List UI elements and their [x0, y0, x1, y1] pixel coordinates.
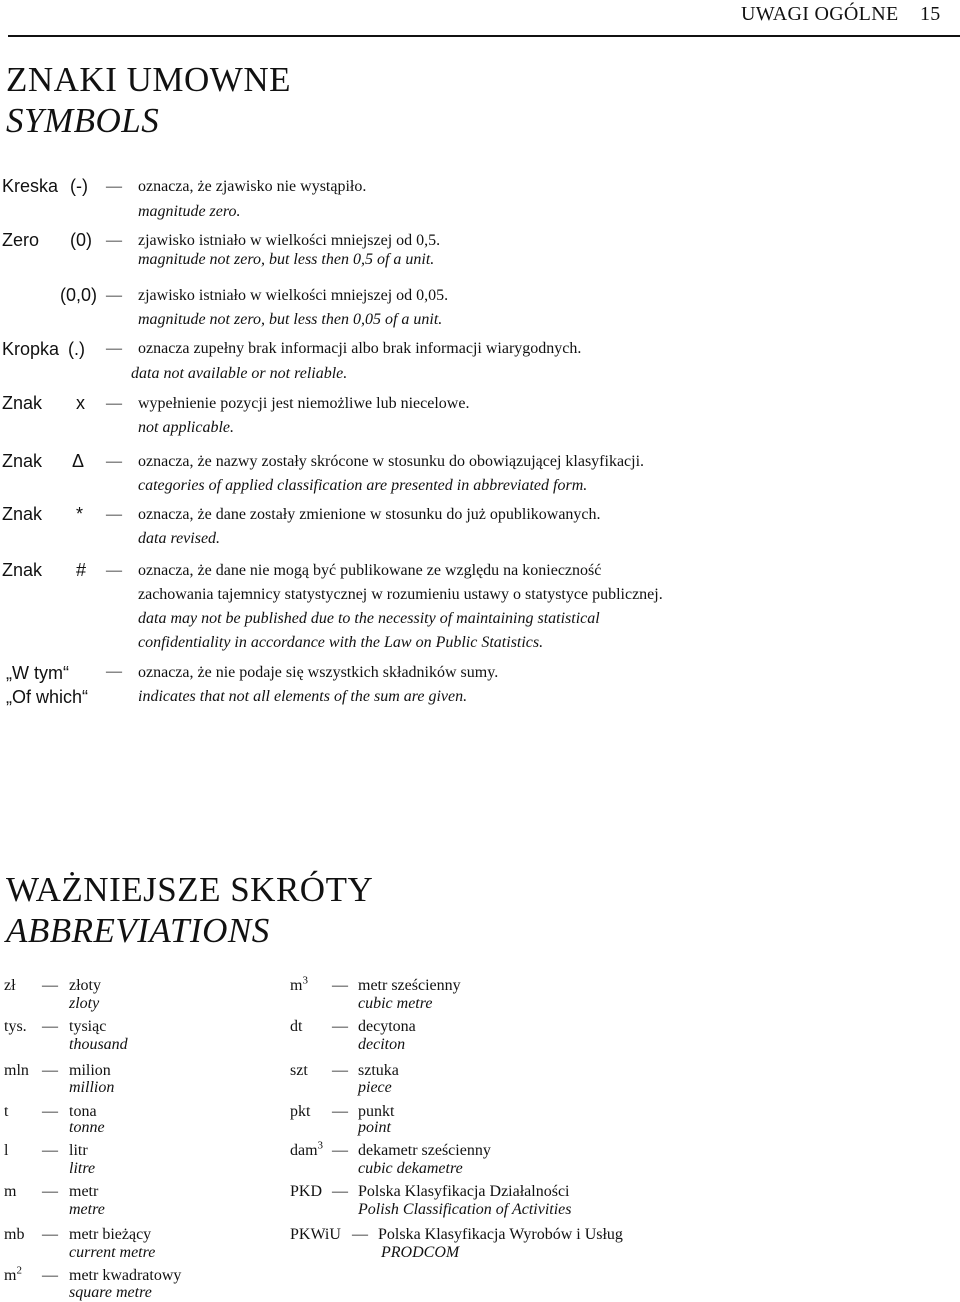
- abbr-meaning-en: cubic metre: [358, 995, 433, 1012]
- dash: —: [332, 1142, 348, 1159]
- symbol-mark: (.): [68, 339, 85, 359]
- abbr-meaning-pl: Polska Klasyfikacja Działalności: [358, 1183, 570, 1200]
- abbr-meaning-en: litre: [69, 1160, 96, 1177]
- symbol-description-en: magnitude not zero, but less then 0,5 of a unit.: [138, 251, 435, 268]
- symbol-description-en: indicates that not all elements of the sum are given.: [138, 688, 468, 705]
- dash: —: [106, 453, 122, 470]
- abbr-meaning-en: deciton: [358, 1036, 406, 1053]
- abbr-meaning-pl: decytona: [358, 1018, 416, 1035]
- running-header-section: UWAGI OGÓLNE: [741, 3, 899, 25]
- abbr-meaning-pl: litr: [69, 1142, 88, 1159]
- abbr-meaning-pl: złoty: [69, 977, 101, 994]
- abbr-term: mln: [4, 1062, 29, 1079]
- abbr-term: mb: [4, 1226, 25, 1243]
- abbr-meaning-en: point: [358, 1119, 391, 1136]
- dash: —: [106, 287, 122, 304]
- abbr-meaning-en: million: [69, 1079, 115, 1096]
- dash: —: [42, 1267, 58, 1284]
- abbr-term: tys.: [4, 1018, 27, 1035]
- dash: —: [106, 506, 122, 523]
- dash: —: [42, 1018, 58, 1035]
- symbol-label: Kropka: [2, 339, 60, 359]
- dash: —: [352, 1226, 368, 1243]
- abbr-term: m: [4, 1183, 17, 1200]
- symbol-mark: Δ: [72, 451, 85, 471]
- dash: —: [332, 1103, 348, 1120]
- symbol-mark: (0,0): [60, 285, 98, 305]
- symbol-description-en: magnitude not zero, but less then 0,05 of a unit.: [138, 311, 443, 328]
- dash: —: [332, 1018, 348, 1035]
- symbol-description-en: not applicable.: [138, 419, 234, 436]
- abbr-meaning-en: thousand: [69, 1036, 128, 1053]
- abbr-term: szt: [290, 1062, 308, 1079]
- symbol-description-pl-continued: zachowania tajemnicy statystycznej w rozumieniu ustawy o statystyce publicznej.: [138, 586, 663, 603]
- dash: —: [106, 562, 122, 579]
- header-rule: [8, 35, 960, 37]
- abbr-term-superscript: 3: [317, 1139, 324, 1152]
- abbr-term: t: [4, 1103, 9, 1120]
- abbr-term: dt: [290, 1018, 303, 1035]
- symbol-description-pl: zjawisko istniało w wielkości mniejszej od 0,05.: [138, 287, 449, 304]
- abbr-term-base: m: [290, 977, 303, 994]
- symbols-subtitle: SYMBOLS: [6, 101, 160, 140]
- dash: —: [42, 977, 58, 994]
- abbr-meaning-pl: sztuka: [358, 1062, 399, 1079]
- abbr-meaning-en: square metre: [69, 1284, 152, 1301]
- symbol-label: Zero: [2, 230, 40, 250]
- symbol-description-pl: oznacza, że dane zostały zmienione w stosunku do już opublikowanych.: [138, 506, 601, 523]
- dash: —: [106, 178, 122, 195]
- symbol-mark: (-): [70, 176, 88, 196]
- abbr-term: [290, 1139, 324, 1160]
- abbr-meaning-en: zloty: [69, 995, 100, 1012]
- dash: —: [42, 1103, 58, 1120]
- abbr-meaning-en: current metre: [69, 1244, 156, 1261]
- abbr-term: zł: [4, 977, 16, 994]
- abbr-term-superscript: 3: [302, 974, 308, 987]
- abbr-meaning-pl: metr bieżący: [69, 1226, 152, 1243]
- symbol-label: Kreska: [2, 176, 59, 196]
- abbr-term-superscript: 2: [16, 1264, 22, 1277]
- page-number: 15: [920, 3, 941, 25]
- abbr-meaning-pl: tona: [69, 1103, 97, 1120]
- abbr-meaning-pl: milion: [69, 1062, 111, 1079]
- abbr-meaning-en: tonne: [69, 1119, 105, 1136]
- symbol-label: Znak: [2, 451, 43, 471]
- symbol-description-en-continued: confidentiality in accordance with the Law on Public Statistics.: [138, 634, 544, 651]
- symbol-mark: #: [76, 560, 87, 580]
- symbol-mark: *: [76, 504, 84, 524]
- dash: —: [106, 663, 122, 680]
- symbol-description-pl: oznacza, że zjawisko nie wystąpiło.: [138, 178, 367, 195]
- abbr-meaning-pl: metr kwadratowy: [69, 1267, 182, 1284]
- abbr-term-base: m: [4, 1267, 17, 1284]
- symbol-description-en: magnitude zero.: [138, 203, 241, 220]
- symbol-description-en: data may not be published due to the necessity of maintaining statistical: [138, 610, 600, 627]
- abbr-meaning-pl: Polska Klasyfikacja Wyrobów i Usług: [378, 1226, 623, 1243]
- symbols-title: ZNAKI UMOWNE: [6, 60, 291, 99]
- dash: —: [42, 1183, 58, 1200]
- abbr-term: pkt: [290, 1103, 311, 1120]
- abbr-meaning-pl: tysiąc: [69, 1018, 107, 1035]
- symbol-mark: x: [76, 393, 85, 413]
- dash: —: [42, 1062, 58, 1079]
- symbol-description-en: categories of applied classification are presented in abbreviated form.: [138, 477, 588, 494]
- symbol-description-en: data not available or not reliable.: [131, 365, 348, 382]
- dash: —: [106, 340, 122, 357]
- abbr-meaning-pl: metr: [69, 1183, 99, 1200]
- symbol-description-pl: zjawisko istniało w wielkości mniejszej od 0,5.: [138, 232, 441, 249]
- abbr-meaning-en: PRODCOM: [381, 1244, 460, 1261]
- abbr-meaning-en: Polish Classification of Activities: [358, 1201, 572, 1218]
- abbr-term: PKWiU: [290, 1226, 341, 1243]
- symbol-label: „W tym“: [6, 663, 69, 683]
- abbr-meaning-en: cubic dekametre: [358, 1160, 463, 1177]
- symbol-description-en: data revised.: [138, 530, 221, 547]
- symbol-description-pl: oznacza, że nazwy zostały skrócone w stosunku do obowiązującej klasyfikacji.: [138, 453, 645, 470]
- dash: —: [106, 232, 122, 249]
- abbr-meaning-pl: punkt: [358, 1103, 395, 1120]
- dash: —: [106, 395, 122, 412]
- dash: —: [42, 1226, 58, 1243]
- abbr-term: PKD: [290, 1183, 323, 1200]
- dash: —: [332, 1062, 348, 1079]
- abbr-term-base: dam: [290, 1142, 318, 1159]
- symbol-description-pl: oznacza, że dane nie mogą być publikowane ze względu na konieczność: [138, 562, 602, 579]
- abbreviations-title: WAŻNIEJSZE SKRÓTY: [6, 870, 374, 909]
- symbol-description-pl: oznacza, że nie podaje się wszystkich składników sumy.: [138, 664, 499, 681]
- abbr-term: l: [4, 1142, 9, 1159]
- abbr-meaning-en: piece: [358, 1079, 392, 1096]
- abbr-meaning-pl: metr sześcienny: [358, 977, 461, 994]
- abbr-meaning-en: metre: [69, 1201, 105, 1218]
- symbol-label: Znak: [2, 393, 43, 413]
- symbol-label: Znak: [2, 504, 43, 524]
- symbol-description-pl: wypełnienie pozycji jest niemożliwe lub niecelowe.: [138, 395, 470, 412]
- dash: —: [332, 977, 348, 994]
- symbol-description-pl: oznacza zupełny brak informacji albo brak informacji wiarygodnych.: [138, 340, 582, 357]
- abbr-term: [290, 974, 308, 995]
- symbol-label: Znak: [2, 560, 43, 580]
- dash: —: [42, 1142, 58, 1159]
- abbr-meaning-pl: dekametr sześcienny: [358, 1142, 491, 1159]
- abbreviations-subtitle: ABBREVIATIONS: [6, 911, 270, 950]
- symbol-label-en: „Of which“: [6, 687, 89, 707]
- dash: —: [332, 1183, 348, 1200]
- abbr-term: [4, 1264, 22, 1285]
- symbol-mark: (0): [70, 230, 92, 250]
